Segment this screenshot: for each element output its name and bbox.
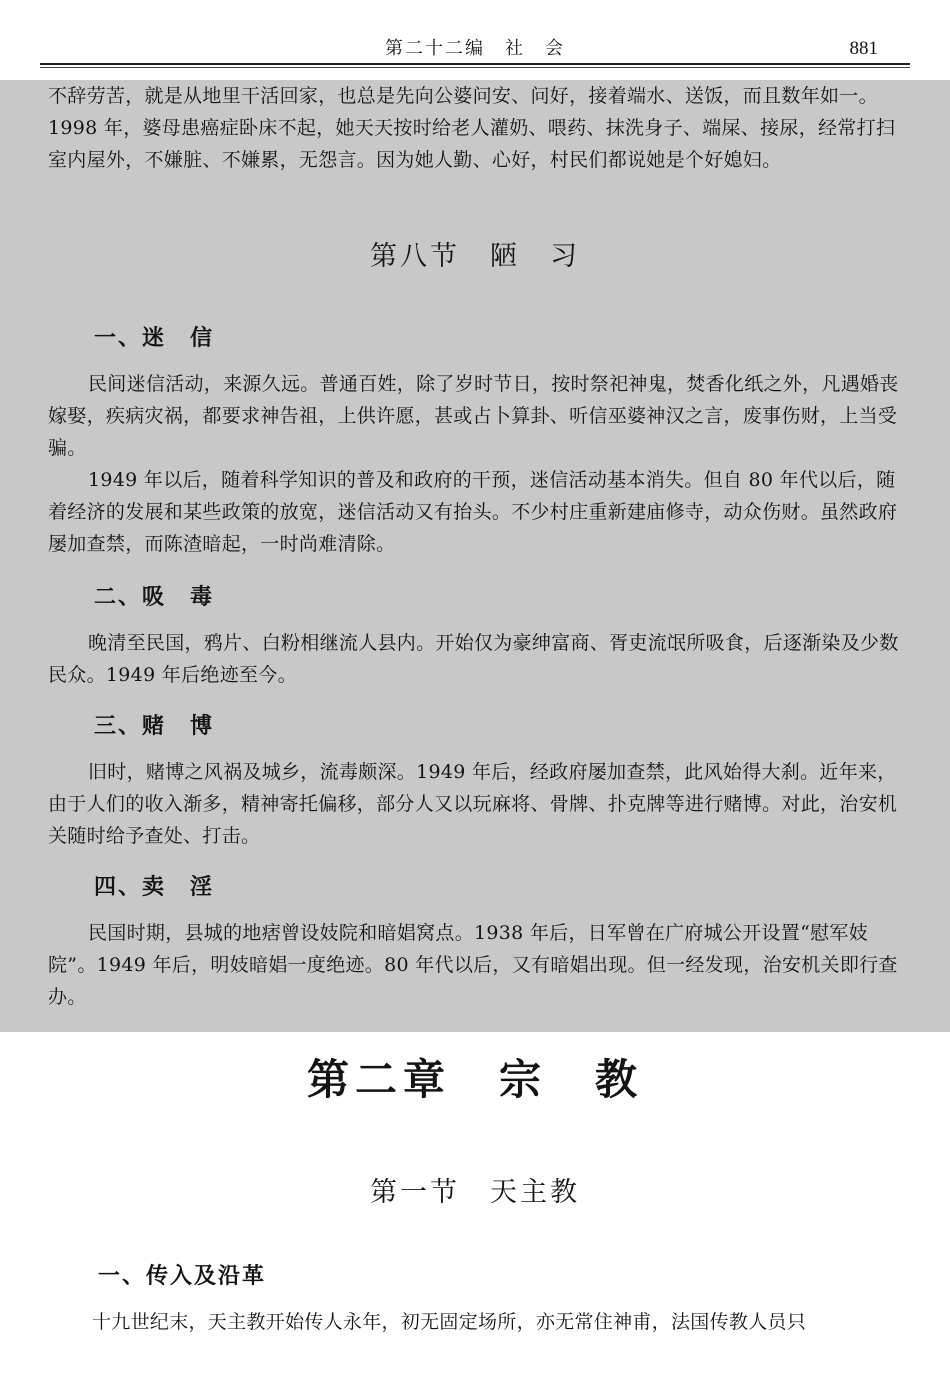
running-title: 第二十二编 社 会 xyxy=(385,38,565,59)
heading-superstition: 一、迷 信 xyxy=(94,326,215,351)
chapter-2-section-1-title: 第一节 天主教 xyxy=(370,1177,580,1208)
superstition-block xyxy=(48,368,904,560)
heading-prostitution: 四、卖 淫 xyxy=(94,875,215,900)
gambling-paragraph-1: 旧时，赌博之风祸及城乡，流毒颇深。1949 年后，经政府屡加查禁，此风始得大刹。近年来，由于人们的收入渐多，精神寄托偏移，部分人又以玩麻将、骨牌、扑克牌等进行赌博。对此，治安机关随时给予查处、打击。 xyxy=(48,761,898,847)
heading-introduction-history: 一、传入及沿革 xyxy=(98,1264,267,1289)
page-number: 881 xyxy=(849,38,878,59)
drugs-paragraph-1: 晚清至民国，鸦片、白粉相继流人县内。开始仅为豪绅富商、胥吏流氓所吸食，后逐渐染及少数民众。1949 年后绝迹至今。 xyxy=(48,632,899,686)
section-8-title: 第八节 陋 习 xyxy=(370,241,580,272)
gambling-block xyxy=(48,756,904,852)
superstition-paragraph-2: 1949 年以后，随着科学知识的普及和政府的干预，迷信活动基本消失。但自 80 年代以后，随着经济的发展和某些政策的放宽，迷信活动又有抬头。不少村庄重新建庙修寺，动众伤财。虽然政府屡加查禁，而陈渣暗起，一时尚难清除。 xyxy=(48,469,898,555)
page-header xyxy=(40,38,910,64)
prostitution-paragraph-1: 民国时期，县城的地痞曾设妓院和暗娼窝点。1938 年后，日军曾在广府城公开设置“慰军妓院”。1949 年后，明妓暗娼一度绝迹。80 年代以后，又有暗娼出现。但一经发现，治安机关即行查办。 xyxy=(48,922,898,1008)
catholic-block xyxy=(52,1306,908,1338)
superstition-paragraph-1: 民间迷信活动，来源久远。普通百姓，除了岁时节日，按时祭祀神鬼，焚香化纸之外，凡遇婚丧嫁娶，疾病灾祸，都要求神告祖，上供许愿，甚或占卜算卦、听信巫婆神汉之言，废事伤财，上当受骗。 xyxy=(48,373,899,459)
chapter-2-title: 第二章 宗 教 xyxy=(306,1055,643,1104)
prostitution-block xyxy=(48,917,904,1013)
intro-paragraph: 不辞劳苦，就是从地里干活回家，也总是先向公婆问安、问好，接着端水、送饭，而且数年如一。1998 年，婆母患癌症卧床不起，她天天按时给老人灌奶、喂药、抹洗身子、端屎、接尿，经常打扫室内屋外，不嫌脏、不嫌累，无怨言。因为她人勤、心好，村民们都说她是个好媳妇。 xyxy=(48,85,896,171)
catholic-paragraph-1: 十九世纪末，天主教开始传人永年，初无固定场所，亦无常住神甫，法国传教人员只 xyxy=(92,1311,807,1333)
heading-gambling: 三、赌 博 xyxy=(94,714,215,739)
header-rule-thick xyxy=(40,63,910,65)
drugs-block xyxy=(48,627,904,691)
intro-block xyxy=(48,80,904,176)
heading-drugs: 二、吸 毒 xyxy=(94,585,215,610)
header-rule-thin xyxy=(40,67,910,68)
